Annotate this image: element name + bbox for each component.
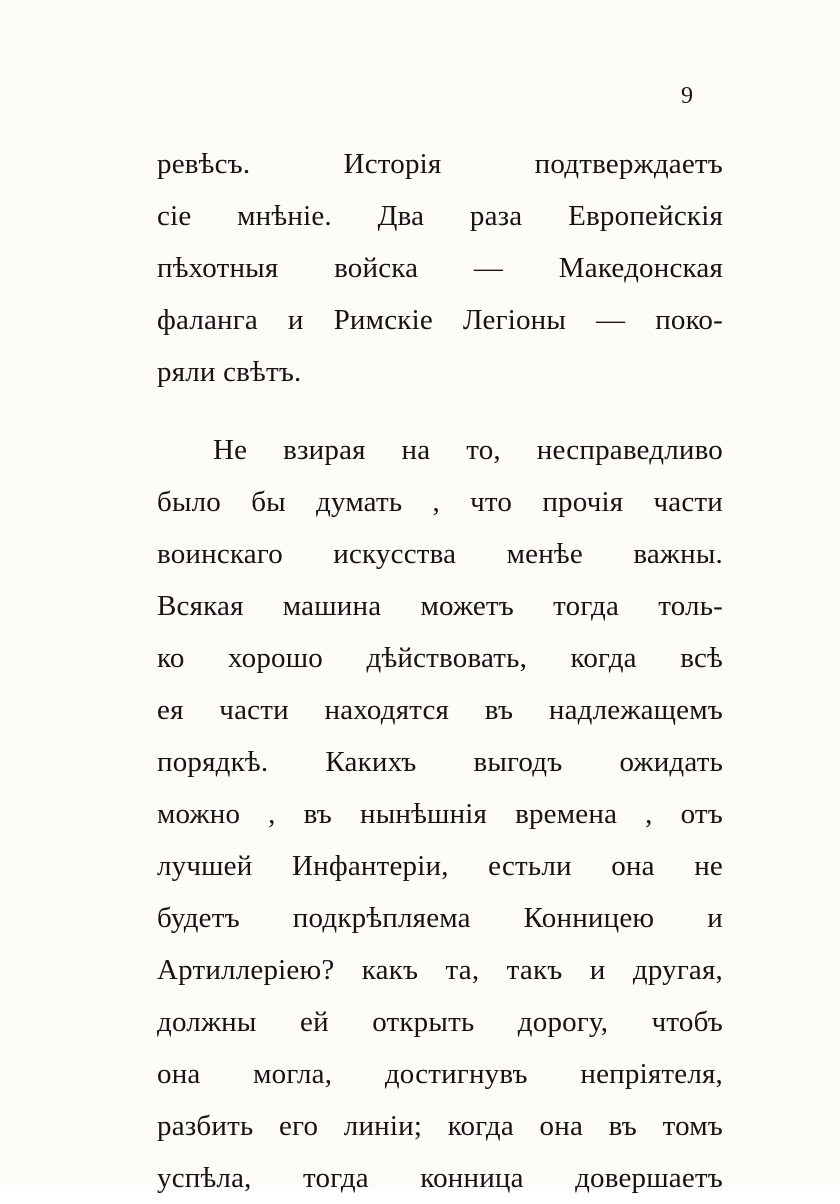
text-line: разбить его линіи; когда она въ томъ xyxy=(157,1110,723,1142)
text-line: ко хорошо дѣйствовать, когда всѣ xyxy=(157,642,723,674)
text-line: сіе мнѣніе. Два раза Европейскія xyxy=(157,200,723,232)
text-line: фаланга и Римскіе Легіоны — поко- xyxy=(157,304,723,336)
text-line: успѣла, тогда конница довершаетъ xyxy=(157,1162,723,1194)
text-line: ея части находятся въ надлежащемъ xyxy=(157,694,723,726)
text-line: было бы думать , что прочія части xyxy=(157,486,723,518)
text-line: порядкѣ. Какихъ выгодъ ожидать xyxy=(157,746,723,778)
text-line: ревѣсъ. Исторія подтверждаетъ xyxy=(157,148,723,180)
page-number: 9 xyxy=(681,83,693,109)
text-line: можно , въ нынѣшнія времена , отъ xyxy=(157,798,723,830)
text-line: воинскаго искусства менѣе важны. xyxy=(157,538,723,570)
text-line: должны ей открыть дорогу, чтобъ xyxy=(157,1006,723,1038)
paragraph xyxy=(157,138,723,398)
text-line: она могла, достигнувъ непріятеля, xyxy=(157,1058,723,1090)
text-line: будетъ подкрѣпляема Конницею и xyxy=(157,902,723,934)
text-line: Всякая машина можетъ тогда толь- xyxy=(157,590,723,622)
text-line: Не взирая на то, несправедливо xyxy=(213,434,723,466)
paragraph xyxy=(157,424,723,1204)
text-line: ряли свѣтъ. xyxy=(157,356,302,388)
paragraph-gap xyxy=(157,398,723,424)
body-text xyxy=(157,138,723,1204)
text-line: лучшей Инфантеріи, естьли она не xyxy=(157,850,723,882)
text-line: пѣхотныя войска — Македонская xyxy=(157,252,723,284)
text-line: Артиллеріею? какъ та, такъ и другая, xyxy=(157,954,723,986)
